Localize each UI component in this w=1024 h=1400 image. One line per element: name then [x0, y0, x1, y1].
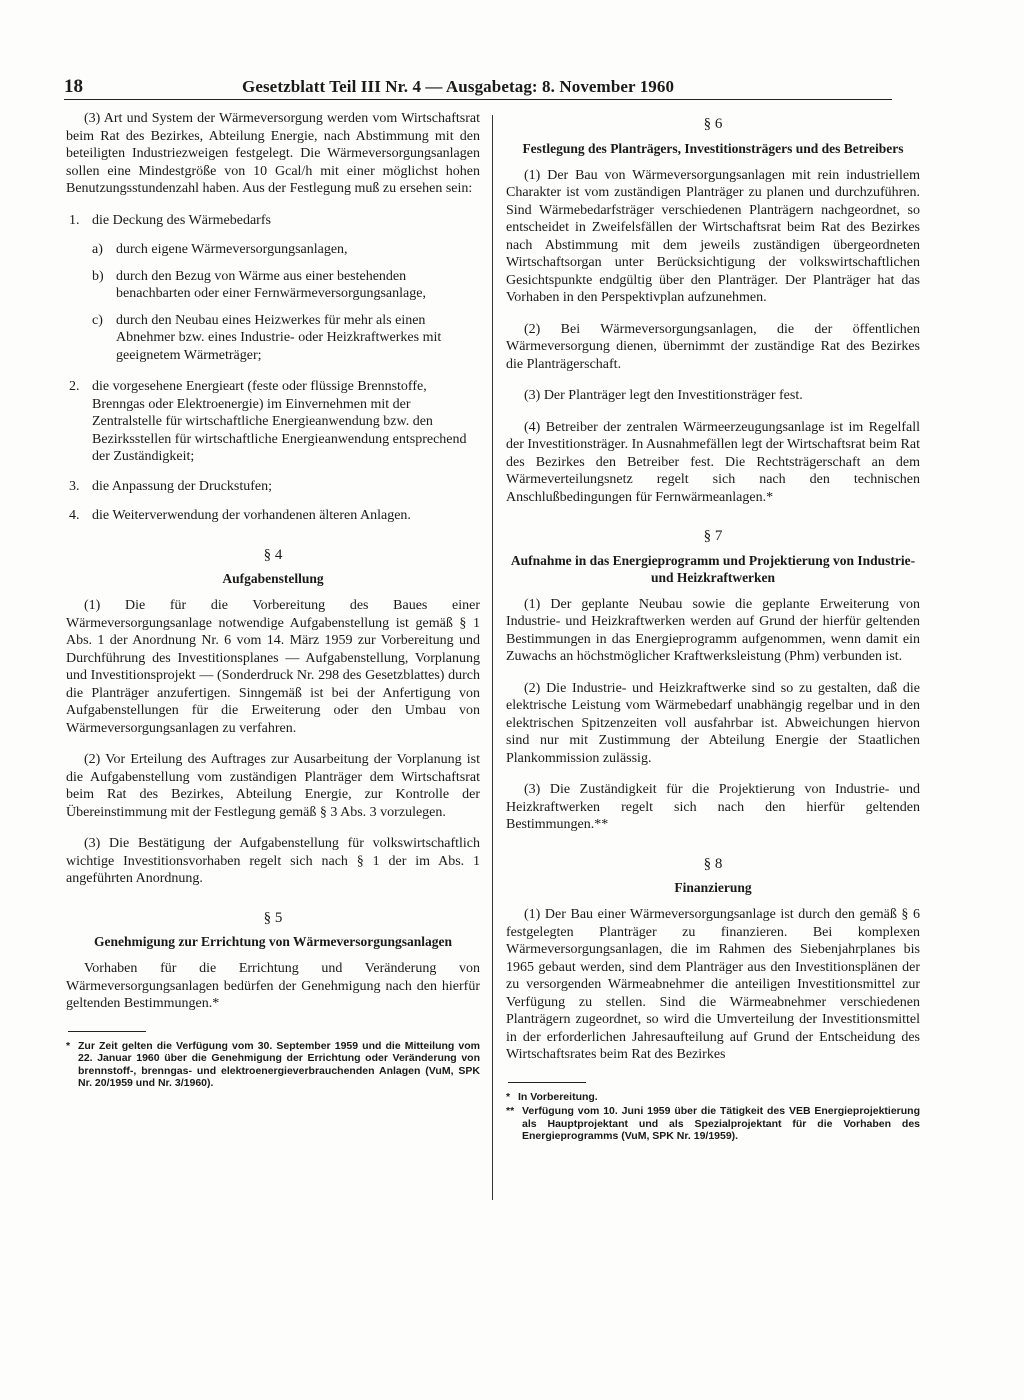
running-title: Gesetzblatt Teil III Nr. 4 — Ausgabetag: 8. November 1960	[242, 77, 675, 96]
footnote-text: Verfügung vom 10. Juni 1959 über die Tätigkeit des VEB Energieprojektierung als Hauptprojektant und als Spezialprojektant für die Vorhaben des Energieprogramms (VuM, SPK Nr. 19/1959).	[522, 1105, 920, 1142]
section-title-6: Festlegung des Planträgers, Investitionsträgers und des Betreibers	[522, 140, 904, 156]
column-divider	[492, 115, 493, 1200]
sub-list-item-text: durch den Bezug von Wärme aus einer bestehenden benachbarten oder einer Fernwärmeversorgungsanlage,	[116, 268, 426, 301]
footnote-mark: *	[66, 1039, 71, 1052]
sub-list-item-text: durch den Neubau eines Heizwerkes für mehr als einen Abnehmer bzw. eines Industrie- oder Heizkraftwerkes mit geeignetem Wärmeträger;	[116, 312, 442, 363]
footnote-rule	[508, 1082, 586, 1083]
footnote	[506, 1091, 920, 1104]
footnote-text: In Vorbereitung.	[518, 1090, 598, 1103]
page-header	[64, 76, 892, 100]
section-7-paragraph-3: (3) Die Zuständigkeit für die Projektierung von Industrie- und Heizkraftwerken regelt sich nach den hierfür geltenden Bestimmungen.**	[506, 782, 920, 832]
list-item-number: 3.	[69, 478, 80, 494]
section-number-8: § 8	[703, 855, 723, 872]
requirements-list	[66, 212, 480, 525]
footnotes-left	[66, 1040, 480, 1090]
list-item	[66, 507, 480, 525]
list-item-number: 1.	[69, 212, 80, 228]
section-number-6: § 6	[703, 116, 723, 132]
sub-list-item-text: durch eigene Wärmeversorgungsanlagen,	[116, 242, 348, 257]
section-4-paragraph-2: (2) Vor Erteilung des Auftrages zur Ausarbeitung der Vorplanung ist die Aufgabenstellung vom zuständigen Planträger dem Wirtschaftsrat beim Rat des Bezirkes, Abteilung Energie, zur Kontrolle der Übereinstimmung mit der Festlegung gemäß § 3 Abs. 3 vorzulegen.	[66, 752, 480, 820]
footnote-text: Zur Zeit gelten die Verfügung vom 30. September 1959 und die Mitteilung vom 22. Januar 1960 über die Genehmigung der Errichtung oder Veränderung von brennstoff-, brenngas- und elektroenergieverbrauchenden Anlagen (VuM, SPK Nr. 20/1959 und Nr. 3/1960).	[78, 1039, 480, 1089]
list-item-number: 4.	[69, 508, 80, 523]
section-6-paragraph-4: (4) Betreiber der zentralen Wärmeerzeugungsanlage ist im Regelfall der Investitionsträger. In Ausnahmefällen legt der Wirtschaftsrat beim Rat des Bezirkes den Betreiber fest. Die Rechtsträgerschaft an dem Wärmeverteilungsnetz regelt sich nach den technischen Anschlußbedingungen für Fernwärmeanlagen.*	[506, 419, 920, 505]
section-number-4: § 4	[263, 546, 283, 563]
section-title-7: Aufnahme in das Energieprogramm und Projektierung von Industrie- und Heizkraftwerken	[510, 552, 916, 585]
sub-list-item-letter: c)	[92, 312, 103, 328]
sub-list-item	[66, 312, 480, 365]
section-6-paragraph-3: (3) Der Planträger legt den Investitionsträger fest.	[524, 388, 803, 403]
page-number: 18	[64, 76, 83, 97]
footnote-rule	[68, 1031, 146, 1032]
sub-list-item-letter: b)	[92, 268, 104, 284]
section-6-paragraph-1: (1) Der Bau von Wärmeversorgungsanlagen mit rein industriellem Charakter ist vom zuständigen Planträger zu planen und durchzuführen. Sind Wärmebedarfsträger verschiedenen Planträgern nachgeordnet, so entscheidet in Zweifelsfällen der Wirtschaftsrat beim Rat des Bezirkes nach Abstimmung mit dem jeweils zuständigen übergeordneten Wirtschaftsorgan unter Berücksichtigung der volkswirtschaftlichen Gesichtspunkte endgültig über den Planträger. Der Planträger hat das Vorhaben in den Perspektivplan aufzunehmen.	[506, 167, 920, 305]
section-title-8: Finanzierung	[674, 880, 752, 895]
list-item-text: die Deckung des Wärmebedarfs	[92, 212, 271, 228]
paragraph-3-3: (3) Art und System der Wärmeversorgung werden vom Wirtschaftsrat beim Rat des Bezirkes, Abteilung Energie, nach Abstimmung mit den beteiligten Industriezweigen festgelegt. Die Wärmeversorgungsanlagen sollen eine Mindestgröße von 10 Gcal/h mit einer möglichst hohen Benutzungsstundenzahl haben. Aus der Festlegung muß zu ersehen sein:	[66, 111, 480, 196]
footnote-mark: *	[506, 1090, 511, 1103]
list-item	[66, 378, 480, 466]
section-6-paragraph-2: (2) Bei Wärmeversorgungsanlagen, die der öffentlichen Wärmeversorgung dienen, übernimmt der zuständige Rat des Bezirkes die Planträgerschaft.	[506, 321, 920, 372]
sub-list-item-letter: a)	[92, 242, 103, 257]
section-8-paragraph-1: (1) Der Bau einer Wärmeversorgungsanlage ist durch den gemäß § 6 festgelegten Planträger zu finanzieren. Bei komplexen Wärmeversorgungsanlagen, die im Rahmen des Siebenjahrplanes bis 1965 gebaut werden, sind dem Planträger aus den Investitionsplänen der zu versorgenden Wärmeabnehmer die anteiligen Investitionsmittel zur Verfügung zu stellen. Sind die Wärmeabnehmer verschiedenen Planträgern zugeordnet, so wird die Umverteilung der Investitionsmittel in der erforderlichen Jahresaufteilung auf Grund der Entscheidung des Wirtschaftsrates beim Rat des Bezirkes	[506, 907, 920, 1062]
footnotes-right	[506, 1091, 920, 1143]
footnote-mark: **	[506, 1105, 515, 1117]
section-number-5: § 5	[263, 909, 283, 926]
list-item	[66, 212, 480, 230]
header-rule	[64, 99, 892, 100]
sub-list-item	[66, 241, 480, 259]
section-7-paragraph-2: (2) Die Industrie- und Heizkraftwerke sind so zu gestalten, daß die elektrische Leistung vom Wärmebedarf unabhängig regelbar und in den elektrischen Spitzenzeiten voll ausfahrbar ist. Abweichungen hiervon sind nur mit Zustimmung der Abteilung Energie der Staatlichen Plankommission zulässig.	[506, 680, 920, 766]
section-7-paragraph-1: (1) Der geplante Neubau sowie die geplante Erweiterung von Industrie- und Heizkraftwerken werden auf Grund der hierfür geltenden Bestimmungen in das Energieprogramm aufgenommen, wenn damit ein Zuwachs an höchstmöglicher Kraftwerksleistung (Phm) verbunden ist.	[506, 596, 920, 664]
section-number-7: § 7	[703, 528, 723, 544]
footnote	[506, 1105, 920, 1143]
section-4-paragraph-1: (1) Die für die Vorbereitung des Baues einer Wärmeversorgungsanlage notwendige Aufgabenstellung ist gemäß § 1 Abs. 1 der Anordnung Nr. 6 vom 14. März 1959 zur Vorbereitung und Durchführung des Investitionsplanes — Aufgabenstellung, Vorplanung und Investitionsprojekt — (Sonderdruck Nr. 298 des Gesetzblattes) durch die Planträger anzufertigen. Sinngemäß ist bei der Anfertigung von Aufgabenstellungen für die Erweiterung oder den Umbau von Wärmeversorgungsanlagen zu verfahren.	[66, 598, 480, 736]
footnote	[66, 1040, 480, 1090]
list-item-text: die vorgesehene Energieart (feste oder flüssige Brennstoffe, Brenngas oder Elektroenergie) im Einvernehmen mit der Zentralstelle für wirtschaftliche Energieanwendung bzw. den Bezirksstellen für wirtschaftliche Energieanwendung entsprechend der Zuständigkeit;	[92, 379, 467, 464]
list-item-number: 2.	[69, 379, 80, 394]
list-item	[66, 478, 480, 496]
section-title-5: Genehmigung zur Errichtung von Wärmeversorgungsanlagen	[93, 934, 452, 949]
section-4-paragraph-3: (3) Die Bestätigung der Aufgabenstellung für volkswirtschaftlich wichtige Investitionsvorhaben regelt sich nach § 1 der im Abs. 1 angeführten Anordnung.	[66, 836, 480, 886]
sub-list-item	[66, 268, 480, 303]
list-item-text: die Weiterverwendung der vorhandenen älteren Anlagen.	[92, 508, 411, 523]
section-5-paragraph-1: Vorhaben für die Errichtung und Veränderung von Wärmeversorgungsanlagen bedürfen der Genehmigung nach den hierfür geltenden Bestimmungen.*	[66, 961, 480, 1011]
section-title-4: Aufgabenstellung	[222, 571, 324, 586]
list-item-text: die Anpassung der Druckstufen;	[92, 478, 273, 494]
left-column	[66, 110, 480, 1092]
right-column	[506, 110, 920, 1145]
